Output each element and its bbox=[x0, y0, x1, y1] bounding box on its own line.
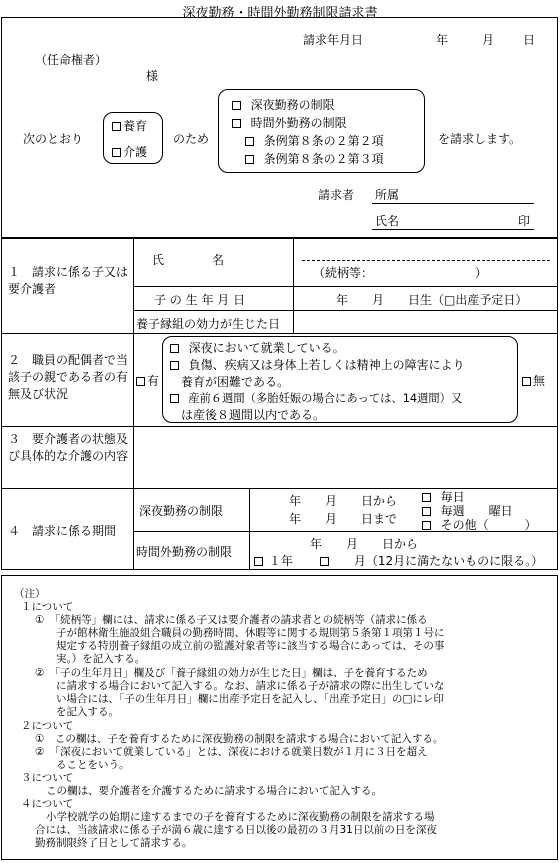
birth-date-label: 子 の 生 年 月 日 bbox=[154, 293, 246, 307]
condition-text-cont: 養育が困難である。 bbox=[181, 375, 290, 389]
checkbox-icon bbox=[112, 148, 121, 157]
note-line: い場合には、「子の生年月日」欄に出産予定日を記入し、「出産予定日」の□にレ印 bbox=[56, 693, 444, 705]
request-day-label: 日 bbox=[523, 33, 536, 47]
adoption-date-label: 養子縁組の効力が生じた日 bbox=[136, 317, 281, 331]
overtime-one-year-option[interactable] bbox=[254, 552, 293, 569]
checkbox-icon bbox=[232, 119, 241, 128]
seal-label: 印 bbox=[518, 214, 531, 228]
checkbox-icon bbox=[112, 122, 121, 131]
authority-label: （任命権者） bbox=[35, 53, 108, 67]
spouse-condition-maternity[interactable] bbox=[170, 390, 462, 406]
note-line: この欄は、要介護者を介護するために請求する場合において記入する。 bbox=[46, 785, 382, 797]
checkbox-icon bbox=[522, 377, 531, 386]
table-divider bbox=[133, 286, 557, 287]
checkbox-icon bbox=[422, 493, 431, 502]
checkbox-icon bbox=[254, 557, 263, 566]
note-line: 勤務制限終了日として請求する。 bbox=[35, 837, 193, 849]
table-divider bbox=[249, 488, 250, 569]
note-line: ② 「子の生年月日」欄及び「養子縁組の効力が生じた日」欄は、子を養育するため bbox=[35, 667, 428, 679]
checkbox-icon bbox=[232, 101, 241, 110]
honorific-label: 様 bbox=[146, 69, 159, 83]
checkbox-icon bbox=[170, 394, 179, 403]
condition-text-cont: は産後８週間以内である。 bbox=[181, 408, 326, 422]
frequency-other-option[interactable] bbox=[422, 516, 537, 533]
restriction-option-label: 条例第８条の２第２項 bbox=[263, 134, 384, 148]
note-line: ② 「深夜において就業している」とは、深夜における就業日数が１月に３日を超え bbox=[35, 746, 428, 758]
note-section-heading: ２について bbox=[21, 720, 74, 732]
checkbox-icon bbox=[422, 521, 431, 530]
name-label: 氏名 bbox=[375, 214, 400, 228]
note-line: 子が館林衛生施設組合職員の勤務時間、休暇等に関する規則第５条第１項第１号に bbox=[56, 627, 445, 639]
name-dashed-line bbox=[302, 260, 550, 261]
purpose-option-label: 介護 bbox=[123, 145, 148, 159]
name-line bbox=[372, 229, 534, 230]
restriction-option-label: 時間外勤務の制限 bbox=[250, 116, 347, 130]
table-divider bbox=[293, 237, 294, 333]
checkbox-icon bbox=[422, 507, 431, 516]
condition-text: 深夜において就業している。 bbox=[188, 341, 345, 355]
note-line: 小学校就学の始期に達するまでの子を養育するために深夜勤務の制限を請求する場 bbox=[46, 811, 435, 823]
frequency-label: 毎週 曜日 bbox=[440, 504, 513, 518]
condition-text: 負傷、疾病又は身体上若しくは精神上の障害により bbox=[188, 358, 465, 372]
section2-label: ２ 職員の配偶者で当該子の親である者の有無及び状況 bbox=[8, 353, 129, 401]
spouse-yes-option[interactable] bbox=[136, 372, 159, 389]
note-line: 合には、当該請求に係る子が満６歳に達する日以後の最初の３月31日以前の日を深夜 bbox=[35, 824, 437, 836]
purpose-option-label: 養育 bbox=[123, 119, 148, 133]
note-line: 実。）を記入する。 bbox=[56, 653, 146, 665]
table-divider bbox=[1, 426, 557, 427]
spouse-no-label: 無 bbox=[533, 374, 546, 388]
overtime-year-label: １年 bbox=[268, 554, 293, 568]
note-line: ① 「続柄等」欄には、請求に係る子又は要介護者の請求者との続柄等（請求に係る bbox=[35, 614, 428, 626]
overtime-restriction-label: 時間外勤務の制限 bbox=[136, 545, 233, 559]
checkbox-icon bbox=[136, 377, 145, 386]
restriction-option-article3[interactable] bbox=[245, 150, 384, 167]
night-to-field[interactable]: 年 月 日まで bbox=[289, 512, 398, 526]
request-month-label: 月 bbox=[482, 33, 495, 47]
purpose-option-care[interactable] bbox=[112, 117, 147, 134]
condition-text: 産前６週間（多胎妊娠の場合にあっては、14週間）又 bbox=[188, 392, 463, 405]
page-title: 深夜勤務・時間外勤務制限請求書 bbox=[182, 6, 378, 21]
overtime-month-label: 月（12月に満たないものに限る。） bbox=[353, 554, 544, 568]
note-line: ることをいう。 bbox=[56, 759, 130, 771]
checkbox-icon bbox=[170, 344, 179, 353]
spouse-yes-label: 有 bbox=[147, 374, 160, 388]
note-section-heading: ４について bbox=[21, 798, 74, 810]
affiliation-label: 所属 bbox=[375, 188, 400, 202]
note-line: に請求する場合において記入する。なお、請求に係る子が請求の際に出生していな bbox=[56, 680, 445, 692]
checkbox-icon bbox=[245, 137, 254, 146]
birth-date-field[interactable]: 年 月 日生（□出産予定日） bbox=[336, 293, 528, 307]
relation-field[interactable]: （続柄等： ） bbox=[313, 266, 488, 280]
table-divider bbox=[1, 488, 557, 489]
section4-label: ４ 請求に係る期間 bbox=[8, 524, 117, 538]
checkbox-icon bbox=[170, 361, 179, 370]
note-line: ① この欄は、子を養育するために深夜勤務の制限を請求する場合において記入する。 bbox=[35, 733, 444, 745]
section3-label: ３ 要介護者の状態及び具体的な介護の内容 bbox=[8, 432, 129, 463]
intro-label: 次のとおり bbox=[23, 132, 84, 146]
restriction-option-overtime[interactable] bbox=[232, 114, 347, 131]
restriction-option-label: 深夜勤務の制限 bbox=[250, 98, 335, 112]
table-divider bbox=[133, 310, 557, 311]
note-line: 規定する特別養子縁組の成立前の監護対象者等に該当する場合にあっては、その事 bbox=[56, 640, 445, 652]
note-line: を記入する。 bbox=[56, 706, 119, 718]
checkbox-icon bbox=[245, 155, 254, 164]
for-label: のため bbox=[173, 132, 210, 146]
affiliation-line bbox=[372, 203, 534, 204]
note-section-heading: ３について bbox=[21, 772, 74, 784]
spouse-no-option[interactable] bbox=[522, 372, 545, 389]
request-date-label: 請求年月日 bbox=[303, 33, 364, 47]
purpose-option-nursing[interactable] bbox=[112, 143, 147, 160]
frequency-label: 毎日 bbox=[440, 490, 465, 504]
closing-label: を請求します。 bbox=[438, 132, 522, 146]
section1-label: １ 請求に係る子又は要介護者 bbox=[8, 265, 129, 296]
spouse-condition-night[interactable] bbox=[170, 339, 345, 356]
notes-heading: （注） bbox=[14, 588, 46, 600]
night-restriction-label: 深夜勤務の制限 bbox=[139, 504, 224, 518]
restriction-option-article2[interactable] bbox=[245, 132, 384, 149]
spouse-condition-illness[interactable] bbox=[170, 356, 465, 373]
frequency-label: その他（ ） bbox=[440, 518, 537, 532]
overtime-from-field[interactable]: 年 月 日から bbox=[310, 537, 419, 551]
table-divider bbox=[1, 333, 557, 334]
overtime-month-option[interactable] bbox=[320, 552, 543, 569]
request-year-label: 年 bbox=[436, 33, 449, 47]
name-field-label: 氏 名 bbox=[152, 253, 225, 267]
restriction-option-night[interactable] bbox=[232, 96, 335, 113]
restriction-option-label: 条例第８条の２第３項 bbox=[263, 152, 384, 166]
requester-label: 請求者 bbox=[318, 188, 355, 202]
note-section-heading: １について bbox=[21, 601, 74, 613]
checkbox-icon bbox=[320, 557, 329, 566]
night-from-field[interactable]: 年 月 日から bbox=[289, 494, 398, 508]
